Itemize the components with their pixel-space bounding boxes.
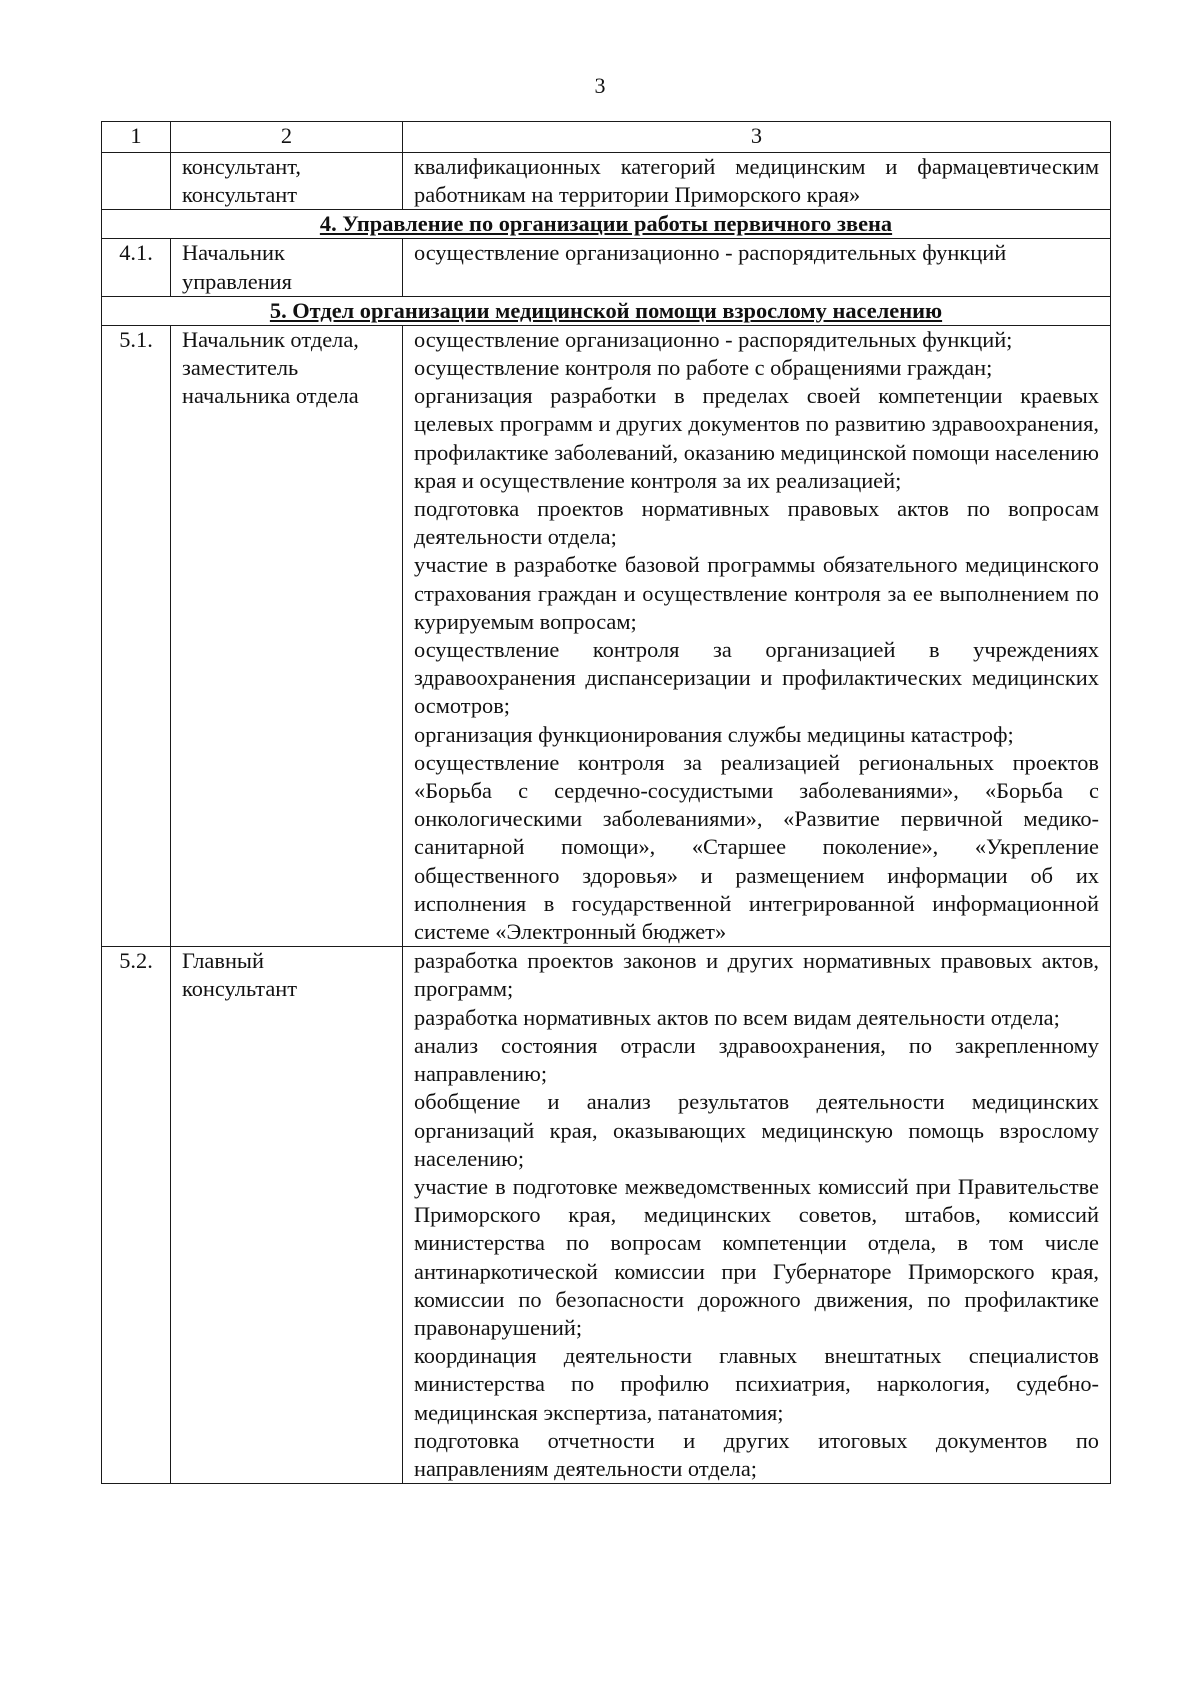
duty-item: анализ состояния отрасли здравоохранения, по закрепленному направлению;	[414, 1032, 1099, 1087]
position-cell	[171, 325, 403, 946]
table-row	[102, 947, 1111, 1484]
duties-cell	[403, 947, 1111, 1484]
row-number	[102, 153, 171, 210]
duties-cell	[403, 325, 1111, 946]
position-line: заместитель	[182, 355, 299, 381]
duty-item: участие в подготовке межведомственных комиссий при Правительстве Приморского края, медицинских советов, штабов, комиссий министерства по вопросам компетенции отдела, в том числе антинаркотической комиссии при Губернаторе Приморского края, комиссии по безопасности дорожного движения, по профилактике правонарушений;	[414, 1173, 1099, 1340]
duty-item: разработка проектов законов и других нормативных правовых актов, программ;	[414, 948, 1099, 1002]
section-row	[102, 296, 1111, 325]
position-line: консультант	[182, 976, 298, 1002]
header-cell-2: 2	[171, 122, 403, 153]
duty-item: квалификационных категорий медицинским и фармацевтическим работникам на территории Приморского края»	[414, 154, 1099, 208]
table-row	[102, 325, 1111, 946]
duty-item: осуществление контроля за реализацией региональных проектов «Борьба с сердечно-сосудистыми заболеваниями», «Борьба с онкологическими заболеваниями», «Развитие первичной медико-санитарной помощи», «Старшее поколение», «Укрепление общественного здоровья» и размещением информации об их исполнения в государственной интегрированной информационной системе «Электронный бюджет»	[414, 749, 1099, 945]
row-number: 5.2.	[102, 947, 171, 1484]
duty-item: осуществление контроля за организацией в учреждениях здравоохранения диспансеризации и профилактических медицинских осмотров;	[414, 637, 1099, 719]
duty-item: осуществление организационно - распорядительных функций;	[414, 326, 1013, 352]
position-line: консультант,	[182, 154, 301, 179]
position-cell	[171, 153, 403, 210]
position-line: Начальник	[182, 240, 285, 266]
position-cell	[171, 239, 403, 296]
header-cell-1: 1	[102, 122, 171, 153]
page-number: 3	[594, 73, 606, 98]
position-cell	[171, 947, 403, 1484]
table-row	[102, 153, 1111, 210]
duties-cell	[403, 153, 1111, 210]
section-title: 4. Управление по организации работы первичного звена	[102, 210, 1111, 239]
position-line: управления	[182, 268, 292, 294]
row-number: 5.1.	[102, 325, 171, 946]
table-row	[102, 239, 1111, 296]
section-row	[102, 210, 1111, 239]
duty-item: координация деятельности главных внештатных специалистов министерства по профилю психиатрия, наркология, судебно-медицинская экспертиза, патанатомия;	[414, 1343, 1099, 1425]
table-header-row	[102, 122, 1111, 153]
duty-item: организация функционирования службы медицины катастроф;	[414, 721, 1014, 747]
duties-table	[101, 121, 1111, 1484]
duty-item: подготовка отчетности и других итоговых документов по направлениям деятельности отдела;	[414, 1427, 1099, 1481]
section-title: 5. Отдел организации медицинской помощи взрослому населению	[102, 296, 1111, 325]
row-number: 4.1.	[102, 239, 171, 296]
position-line: начальника отдела	[182, 383, 359, 409]
position-line: Начальник отдела,	[182, 326, 359, 352]
duty-item: осуществление контроля по работе с обращениями граждан;	[414, 355, 993, 381]
position-line: консультант	[182, 182, 298, 208]
duties-cell	[403, 239, 1111, 296]
duty-item: разработка нормативных актов по всем видам деятельности отдела;	[414, 1004, 1060, 1030]
duty-item: участие в разработке базовой программы обязательного медицинского страхования граждан и осуществление контроля за ее выполнением по курируемым вопросам;	[414, 552, 1099, 634]
duty-item: подготовка проектов нормативных правовых актов по вопросам деятельности отдела;	[414, 496, 1099, 550]
duty-item: осуществление организационно - распорядительных функций	[414, 240, 1007, 266]
duty-item: организация разработки в пределах своей компетенции краевых целевых программ и других документов по развитию здравоохранения, профилактике заболеваний, оказанию медицинской помощи населению края и осуществление контроля за их реализацией;	[414, 383, 1099, 493]
position-line: Главный	[182, 948, 264, 974]
duty-item: обобщение и анализ результатов деятельности медицинских организаций края, оказывающих медицинскую помощь взрослому населению;	[414, 1089, 1099, 1171]
header-cell-3: 3	[403, 122, 1111, 153]
